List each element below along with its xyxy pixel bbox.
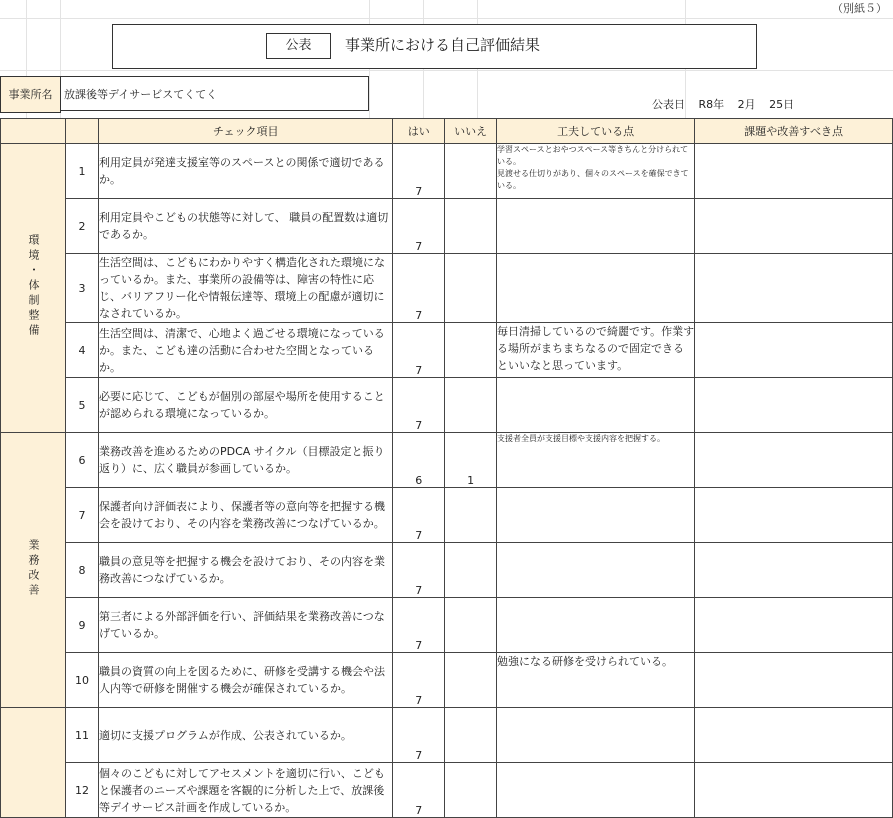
- efforts-note[interactable]: [496, 598, 694, 653]
- row-number: 7: [66, 488, 99, 543]
- no-count[interactable]: [445, 323, 497, 378]
- efforts-note[interactable]: 学習スペースとおやつスペース等きちんと分けられている。 見渡せる仕切りがあり、個々のスペースを確保できている。: [496, 144, 694, 199]
- no-count[interactable]: [445, 653, 497, 708]
- public-tag: 公表: [266, 33, 331, 59]
- publication-date-label: 公表日: [652, 98, 685, 111]
- efforts-note[interactable]: 支援者全員が支援目標や支援内容を把握する。: [496, 433, 694, 488]
- category-header: [1, 119, 66, 144]
- sheet-gridline: [0, 70, 893, 71]
- table-row: [1, 763, 893, 818]
- row-number: 2: [66, 199, 99, 254]
- row-number: 10: [66, 653, 99, 708]
- no-count[interactable]: [445, 378, 497, 433]
- check-item: 保護者向け評価表により、保護者等の意向等を把握する機会を設けており、その内容を業務改善につなげているか。: [99, 488, 393, 543]
- yes-count[interactable]: 7: [393, 323, 445, 378]
- check-item: 適切に支援プログラムが作成、公表されているか。: [99, 708, 393, 763]
- table-row: [1, 598, 893, 653]
- publication-day[interactable]: 25日: [769, 98, 795, 111]
- no-count[interactable]: [445, 708, 497, 763]
- no-count[interactable]: [445, 254, 497, 323]
- efforts-note[interactable]: 毎日清掃しているので綺麗です。作業する場所がまちまちなるので固定できるといいなと思っています。: [496, 323, 694, 378]
- no-count[interactable]: [445, 763, 497, 818]
- row-number: 1: [66, 144, 99, 199]
- publication-month[interactable]: 2月: [737, 98, 756, 111]
- yes-count[interactable]: 7: [393, 254, 445, 323]
- no-count[interactable]: [445, 543, 497, 598]
- no-count[interactable]: [445, 199, 497, 254]
- check-item: 必要に応じて、こどもが個別の部屋や場所を使用することが認められる環境になっているか。: [99, 378, 393, 433]
- category-improve: 業務改善: [1, 433, 66, 708]
- yes-count[interactable]: 7: [393, 144, 445, 199]
- check-item: 個々のこどもに対してアセスメントを適切に行い、こどもと保護者のニーズや課題を客観的に分析した上で、放課後等デイサービス計画を作成しているか。: [99, 763, 393, 818]
- efforts-note[interactable]: [496, 543, 694, 598]
- efforts-note[interactable]: [496, 199, 694, 254]
- yes-count[interactable]: 7: [393, 488, 445, 543]
- table-row: [1, 144, 893, 199]
- table-row: [1, 653, 893, 708]
- issues-note[interactable]: [695, 763, 893, 818]
- efforts-note[interactable]: [496, 254, 694, 323]
- efforts-note[interactable]: [496, 378, 694, 433]
- table-row: [1, 433, 893, 488]
- table-row: [1, 199, 893, 254]
- yes-count[interactable]: 7: [393, 763, 445, 818]
- yes-count[interactable]: 7: [393, 199, 445, 254]
- evaluation-table: [0, 118, 893, 818]
- issues-note[interactable]: [695, 199, 893, 254]
- table-header-row: [1, 119, 893, 144]
- check-item: 職員の資質の向上を図るために、研修を受講する機会や法人内等で研修を開催する機会が確保されているか。: [99, 653, 393, 708]
- yes-count[interactable]: 7: [393, 543, 445, 598]
- issues-note[interactable]: [695, 323, 893, 378]
- check-item-header: チェック項目: [99, 119, 393, 144]
- row-number: 3: [66, 254, 99, 323]
- row-number: 8: [66, 543, 99, 598]
- issues-note[interactable]: [695, 653, 893, 708]
- row-number: 6: [66, 433, 99, 488]
- efforts-note[interactable]: [496, 488, 694, 543]
- issues-note[interactable]: [695, 254, 893, 323]
- office-name-value[interactable]: 放課後等デイサービスてくてく: [60, 76, 369, 111]
- no-count[interactable]: [445, 598, 497, 653]
- sheet-gridline: [0, 18, 893, 19]
- no-count[interactable]: [445, 144, 497, 199]
- check-item: 利用定員が発達支援室等のスペースとの関係で適切であるか。: [99, 144, 393, 199]
- issues-note[interactable]: [695, 378, 893, 433]
- efforts-note[interactable]: 勉強になる研修を受けられている。: [496, 653, 694, 708]
- yes-header: はい: [393, 119, 445, 144]
- publication-date: [652, 96, 804, 112]
- table-row: [1, 378, 893, 433]
- issues-note[interactable]: [695, 543, 893, 598]
- efforts-header: 工夫している点: [496, 119, 694, 144]
- check-item: 生活空間は、こどもにわかりやすく構造化された環境になっているか。また、事業所の設備等は、障害の特性に応じ、バリアフリー化や情報伝達等、環境上の配慮が適切になされているか。: [99, 254, 393, 323]
- issues-note[interactable]: [695, 598, 893, 653]
- table-row: [1, 488, 893, 543]
- issues-note[interactable]: [695, 433, 893, 488]
- issues-note[interactable]: [695, 488, 893, 543]
- efforts-note[interactable]: [496, 708, 694, 763]
- yes-count[interactable]: 7: [393, 378, 445, 433]
- category-next: [1, 708, 66, 818]
- appendix-label: （別紙５）: [832, 2, 887, 15]
- table-row: [1, 708, 893, 763]
- title-box: [112, 24, 757, 69]
- category-env: 環境・体制整備: [1, 144, 66, 433]
- check-item: 第三者による外部評価を行い、評価結果を業務改善につなげているか。: [99, 598, 393, 653]
- row-number: 9: [66, 598, 99, 653]
- yes-count[interactable]: 7: [393, 708, 445, 763]
- issues-note[interactable]: [695, 708, 893, 763]
- efforts-note[interactable]: [496, 763, 694, 818]
- number-header: [66, 119, 99, 144]
- table-row: [1, 254, 893, 323]
- row-number: 5: [66, 378, 99, 433]
- no-count[interactable]: 1: [445, 433, 497, 488]
- no-header: いいえ: [445, 119, 497, 144]
- issues-header: 課題や改善すべき点: [695, 119, 893, 144]
- check-item: 利用定員やこどもの状態等に対して、 職員の配置数は適切であるか。: [99, 199, 393, 254]
- yes-count[interactable]: 7: [393, 653, 445, 708]
- row-number: 11: [66, 708, 99, 763]
- yes-count[interactable]: 6: [393, 433, 445, 488]
- row-number: 12: [66, 763, 99, 818]
- row-number: 4: [66, 323, 99, 378]
- yes-count[interactable]: 7: [393, 598, 445, 653]
- no-count[interactable]: [445, 488, 497, 543]
- check-item: 業務改善を進めるためのPDCA サイクル（目標設定と振り返り）に、広く職員が参画しているか。: [99, 433, 393, 488]
- check-item: 職員の意見等を把握する機会を設けており、その内容を業務改善につなげているか。: [99, 543, 393, 598]
- table-row: [1, 323, 893, 378]
- publication-year[interactable]: R8年: [698, 98, 725, 111]
- office-name-label: 事業所名: [0, 76, 61, 113]
- check-item: 生活空間は、清潔で、心地よく過ごせる環境になっているか。また、こども達の活動に合わせた空間となっているか。: [99, 323, 393, 378]
- page-title: 事業所における自己評価結果: [345, 36, 541, 54]
- table-row: [1, 543, 893, 598]
- issues-note[interactable]: [695, 144, 893, 199]
